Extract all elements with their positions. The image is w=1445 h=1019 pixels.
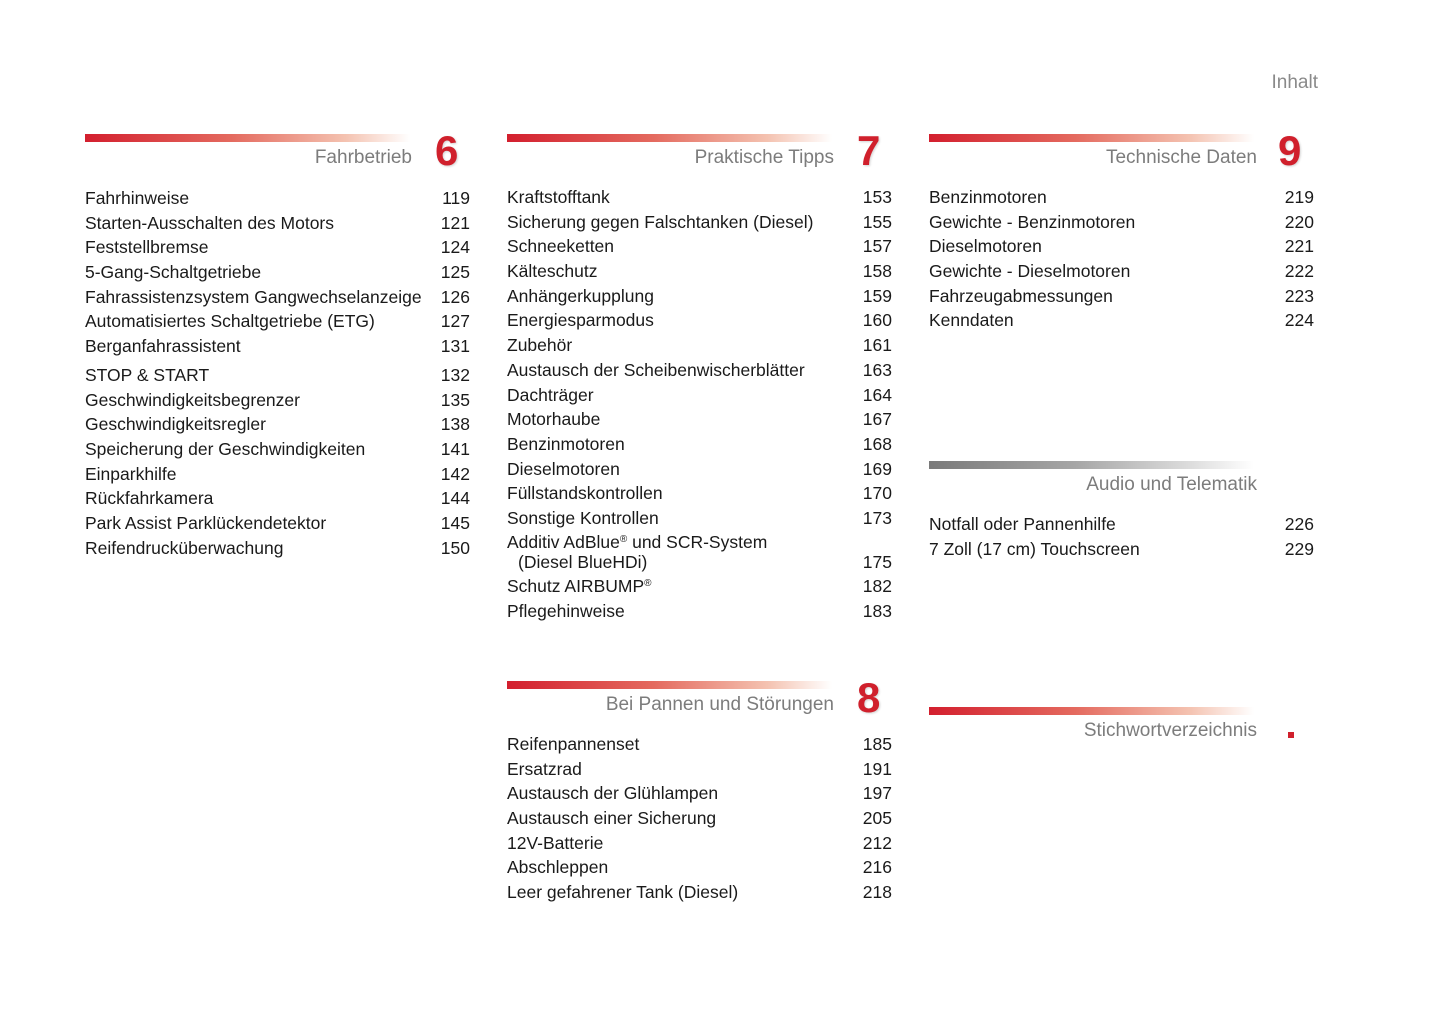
toc-entry-label: Fahrassistenzsystem Gangwechselanzeige bbox=[85, 286, 422, 307]
toc-entry-label: Austausch der Glühlampen bbox=[507, 783, 719, 804]
section-bar bbox=[929, 707, 1254, 715]
toc-entry-label: Benzinmotoren bbox=[929, 187, 1047, 207]
toc-entry-label: Dieselmotoren bbox=[507, 458, 620, 479]
toc-entry-label: Sicherung gegen Falschtanken (Diesel) bbox=[507, 211, 814, 232]
chapter-number: 6 bbox=[435, 127, 459, 174]
toc-entry-label: Pflegehinweise bbox=[507, 600, 625, 621]
toc-entry-page: 126 bbox=[440, 286, 470, 307]
section-title: Audio und Telematik bbox=[1086, 474, 1257, 495]
toc-entry-page: 229 bbox=[1284, 538, 1314, 559]
toc-entry-page: 159 bbox=[862, 285, 892, 306]
toc-entry[interactable] bbox=[507, 407, 892, 432]
toc-entry-page: 224 bbox=[1284, 310, 1314, 331]
toc-entry-page: 182 bbox=[862, 576, 892, 596]
toc-entry-label: Füllstandskontrollen bbox=[507, 483, 663, 504]
toc-entry[interactable] bbox=[507, 855, 892, 880]
toc-entry-page: 191 bbox=[862, 758, 892, 779]
toc-entry[interactable] bbox=[85, 486, 470, 511]
toc-entry[interactable] bbox=[929, 210, 1314, 235]
toc-entry-label: Zubehör bbox=[507, 335, 573, 356]
toc-entry-label: Feststellbremse bbox=[85, 237, 209, 258]
toc-entry-page: 219 bbox=[1284, 187, 1314, 207]
toc-entry-label: 5-Gang-Schaltgetriebe bbox=[85, 262, 262, 283]
toc-entry-label: Reifendrucküberwachung bbox=[85, 537, 284, 558]
toc-entry-label: Reifenpannenset bbox=[507, 734, 640, 754]
toc-entry[interactable] bbox=[85, 412, 470, 437]
toc-entry-label: Kraftstofftank bbox=[507, 187, 610, 207]
chapter-number: 9 bbox=[1278, 127, 1302, 174]
toc-entry-page: 125 bbox=[440, 262, 470, 283]
toc-entry-label: Benzinmotoren bbox=[507, 433, 625, 454]
section-title: Stichwortverzeichnis bbox=[1083, 720, 1257, 741]
toc-entry[interactable] bbox=[929, 512, 1314, 537]
toc-entry-page: 131 bbox=[440, 336, 470, 357]
toc-entry-label: Dachträger bbox=[507, 384, 594, 405]
toc-entry-label: 7 Zoll (17 cm) Touchscreen bbox=[929, 538, 1140, 559]
toc-entry[interactable] bbox=[507, 333, 892, 358]
toc-entry-page: 160 bbox=[862, 310, 892, 331]
toc-entry-page: 132 bbox=[440, 364, 470, 385]
toc-entry-page: 216 bbox=[862, 857, 892, 878]
section-title: Fahrbetrieb bbox=[314, 147, 412, 168]
page-header: Inhalt bbox=[1271, 72, 1318, 93]
toc-entry[interactable] bbox=[85, 334, 470, 359]
toc-entry-page: 144 bbox=[440, 488, 470, 509]
toc-entry-label: Schutz AIRBUMP® bbox=[507, 576, 652, 596]
toc-entry-page: 127 bbox=[440, 311, 470, 332]
chapter-number: 8 bbox=[857, 674, 881, 721]
toc-entry-page: 185 bbox=[862, 734, 892, 754]
chapter-number: 7 bbox=[857, 127, 881, 174]
toc-entry-page: 138 bbox=[440, 414, 470, 435]
toc-entry[interactable] bbox=[929, 537, 1314, 562]
toc-entry[interactable] bbox=[85, 536, 470, 561]
toc-entry-label: Kenndaten bbox=[929, 310, 1014, 331]
toc-entry-page: 161 bbox=[862, 335, 892, 356]
section-bar bbox=[85, 134, 410, 142]
toc-entry-page: 168 bbox=[862, 433, 892, 454]
toc-list bbox=[507, 185, 892, 531]
toc-entry[interactable] bbox=[507, 383, 892, 408]
toc-entry-label: Dieselmotoren bbox=[929, 236, 1042, 257]
section-bar bbox=[507, 134, 832, 142]
toc-entry-label: Berganfahrassistent bbox=[85, 336, 241, 357]
toc-list bbox=[929, 512, 1314, 561]
section-bar bbox=[929, 461, 1254, 469]
toc-entry[interactable] bbox=[507, 481, 892, 506]
toc-entry[interactable] bbox=[85, 211, 470, 236]
toc-entry[interactable] bbox=[507, 781, 892, 806]
toc-entry-page: 119 bbox=[442, 188, 470, 208]
toc-entry-label: Fahrhinweise bbox=[85, 188, 190, 208]
section-bar bbox=[929, 134, 1254, 142]
toc-entry[interactable] bbox=[507, 358, 892, 383]
toc-entry-page: 158 bbox=[862, 261, 892, 282]
toc-entry-label: 12V-Batterie bbox=[507, 832, 604, 853]
toc-entry-page: 175 bbox=[862, 552, 892, 572]
toc-entry-label: Park Assist Parklückendetektor bbox=[85, 512, 327, 533]
toc-entry-page: 212 bbox=[862, 832, 892, 853]
toc-entry-label: Additiv AdBlue® und SCR-System bbox=[507, 532, 768, 552]
toc-entry-label: Einparkhilfe bbox=[85, 463, 177, 484]
toc-entry-label: Geschwindigkeitsbegrenzer bbox=[85, 389, 300, 410]
toc-entry[interactable] bbox=[507, 599, 892, 624]
toc-entry[interactable] bbox=[507, 530, 892, 574]
toc-entry-page: 173 bbox=[862, 507, 892, 528]
toc-entry[interactable] bbox=[507, 308, 892, 333]
toc-entry[interactable] bbox=[507, 506, 892, 531]
toc-entry-label: Gewichte - Dieselmotoren bbox=[929, 261, 1131, 282]
toc-entry-page: 141 bbox=[440, 438, 470, 459]
toc-entry-page: 121 bbox=[440, 212, 470, 233]
toc-entry-label: Fahrzeugabmessungen bbox=[929, 285, 1113, 306]
toc-entry-label: Anhängerkupplung bbox=[507, 285, 654, 306]
toc-entry[interactable] bbox=[85, 363, 470, 388]
toc-entry[interactable] bbox=[929, 234, 1314, 259]
toc-entry-label: Gewichte - Benzinmotoren bbox=[929, 211, 1136, 232]
toc-entry-page: 220 bbox=[1284, 211, 1314, 232]
toc-entry-label: Kälteschutz bbox=[507, 261, 598, 282]
toc-entry[interactable] bbox=[507, 210, 892, 235]
toc-entry-page: 164 bbox=[862, 384, 892, 405]
toc-entry[interactable] bbox=[85, 462, 470, 487]
toc-entry[interactable] bbox=[507, 574, 892, 599]
section-title: Bei Pannen und Störungen bbox=[605, 694, 834, 715]
toc-entry[interactable] bbox=[929, 308, 1314, 333]
toc-entry[interactable] bbox=[85, 388, 470, 413]
toc-entry[interactable] bbox=[507, 234, 892, 259]
toc-entry-page: 153 bbox=[862, 187, 892, 207]
toc-entry-page: 150 bbox=[440, 537, 470, 558]
toc-entry[interactable] bbox=[85, 437, 470, 462]
toc-entry[interactable] bbox=[85, 309, 470, 334]
toc-entry-label: Austausch der Scheibenwischerblätter bbox=[507, 359, 805, 380]
toc-entry[interactable] bbox=[507, 284, 892, 309]
toc-entry-page: 170 bbox=[862, 483, 892, 504]
toc-entry-label: Rückfahrkamera bbox=[85, 488, 214, 509]
toc-entry[interactable] bbox=[507, 432, 892, 457]
toc-entry-label: Notfall oder Pannenhilfe bbox=[929, 514, 1116, 534]
toc-entry-label: Ersatzrad bbox=[507, 758, 582, 779]
toc-entry-page: 223 bbox=[1284, 285, 1314, 306]
toc-entry-page: 145 bbox=[440, 512, 470, 533]
section-title: Technische Daten bbox=[1105, 147, 1257, 168]
toc-entry[interactable] bbox=[85, 285, 470, 310]
toc-list bbox=[929, 185, 1314, 333]
toc-entry-page: 222 bbox=[1284, 261, 1314, 282]
toc-entry-page: 157 bbox=[862, 236, 892, 257]
toc-list bbox=[507, 732, 892, 905]
toc-entry[interactable] bbox=[85, 511, 470, 536]
index-marker-icon bbox=[1288, 732, 1294, 738]
toc-entry-page: 205 bbox=[862, 808, 892, 829]
toc-entry[interactable] bbox=[507, 831, 892, 856]
toc-list bbox=[85, 186, 470, 560]
toc-entry-label: Geschwindigkeitsregler bbox=[85, 414, 266, 435]
section-title: Praktische Tipps bbox=[694, 147, 834, 168]
toc-entry[interactable] bbox=[929, 284, 1314, 309]
toc-entry-label: Automatisiertes Schaltgetriebe (ETG) bbox=[85, 311, 375, 332]
toc-entry[interactable] bbox=[507, 880, 892, 905]
toc-entry-page: 124 bbox=[440, 237, 470, 258]
toc-entry-page: 183 bbox=[862, 600, 892, 621]
toc-entry-page: 169 bbox=[862, 458, 892, 479]
toc-entry-page: 221 bbox=[1284, 236, 1314, 257]
toc-entry-label: Speicherung der Geschwindigkeiten bbox=[85, 438, 366, 459]
toc-entry-page: 163 bbox=[862, 359, 892, 380]
toc-entry-page: 218 bbox=[862, 882, 892, 903]
toc-entry[interactable] bbox=[929, 259, 1314, 284]
toc-entry-page: 155 bbox=[862, 211, 892, 232]
toc-entry[interactable] bbox=[85, 260, 470, 285]
toc-entry-label: Motorhaube bbox=[507, 409, 601, 430]
toc-entry-page: 142 bbox=[440, 463, 470, 484]
toc-entry-label: Schneeketten bbox=[507, 236, 615, 257]
toc-entry-page: 197 bbox=[862, 783, 892, 804]
toc-entry-label: Sonstige Kontrollen bbox=[507, 507, 659, 528]
toc-entry[interactable] bbox=[507, 259, 892, 284]
toc-entry[interactable] bbox=[507, 757, 892, 782]
toc-entry[interactable] bbox=[929, 185, 1314, 210]
toc-entry[interactable] bbox=[507, 806, 892, 831]
toc-entry-page: 226 bbox=[1284, 514, 1314, 534]
toc-entry-page: 135 bbox=[440, 389, 470, 410]
toc-entry[interactable] bbox=[507, 457, 892, 482]
toc-entry-label: Starten-Ausschalten des Motors bbox=[85, 212, 335, 233]
toc-entry-label-line2: (Diesel BlueHDi) bbox=[518, 552, 648, 572]
toc-entry[interactable] bbox=[85, 235, 470, 260]
toc-entry-label: Leer gefahrener Tank (Diesel) bbox=[507, 882, 739, 903]
toc-entry-label: Energiesparmodus bbox=[507, 310, 654, 331]
toc-entry-label: Austausch einer Sicherung bbox=[507, 808, 717, 829]
toc-entry[interactable] bbox=[507, 185, 892, 210]
toc-entry[interactable] bbox=[85, 186, 470, 211]
toc-entry-page: 167 bbox=[862, 409, 892, 430]
toc-list-extra bbox=[507, 530, 892, 623]
toc-entry-label: Abschleppen bbox=[507, 857, 609, 878]
toc-entry-label: STOP & START bbox=[85, 364, 210, 385]
section-bar bbox=[507, 681, 832, 689]
toc-entry[interactable] bbox=[507, 732, 892, 757]
